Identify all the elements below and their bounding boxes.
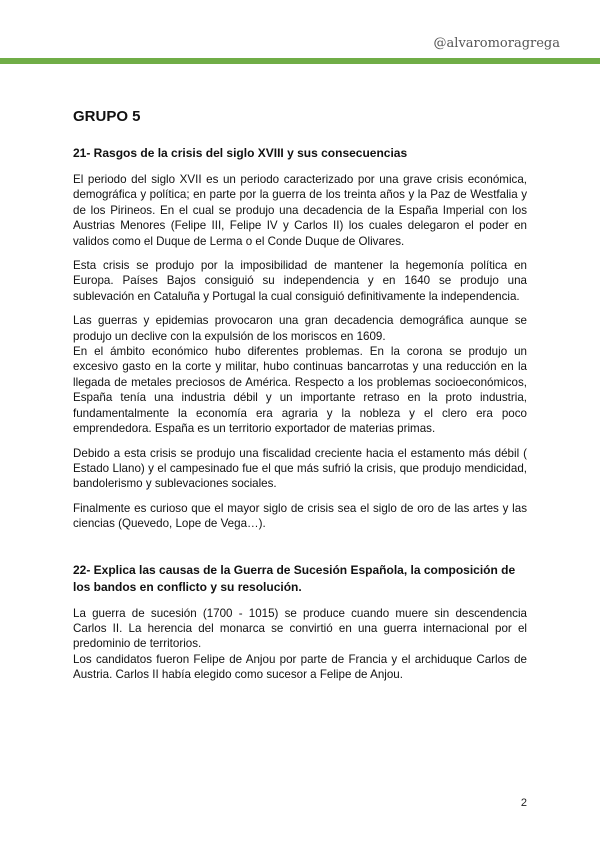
question-21-paragraph: Esta crisis se produjo por la imposibilidad de mantener la hegemonía política en Europa. Países Bajos consiguió su independencia y en 1640 se produjo una sublevación en Cataluña y Portugal la cual consiguió definitivamente la independencia. [73, 259, 527, 303]
header-handle: @alvaromoragrega [433, 36, 560, 51]
question-22-paragraph: Los candidatos fueron Felipe de Anjou por parte de Francia y el archiduque Carlos de Austria. Carlos II había elegido como sucesor a Felipe de Anjou. [73, 652, 527, 682]
question-21-paragraph: En el ámbito económico hubo diferentes problemas. En la corona se produjo un excesivo gasto en la corte y militar, hubo continuas bancarrotas y una reducción en la llegada de metales preciosos de América. Respecto a los problemas socioeconómicos, España tenía una industria débil y un importante retraso en la proto industria, fundamentalmente la economía era agraria y la nobleza y el clero era poco emprendedora. España es un territorio exportador de materias primas. [73, 345, 527, 436]
header-divider-bar [0, 58, 600, 64]
question-22-paragraph: La guerra de sucesión (1700 - 1015) se produce cuando muere sin descendencia Carlos II. La herencia del monarca se convirtió en una guerra internacional por el predominio de territorios. [73, 606, 527, 651]
question-21-paragraph: El periodo del siglo XVII es un periodo caracterizado por una grave crisis económica, demográfica y política; en parte por la guerra de los treinta años y la Paz de Westfalia y de los Pirineos. En el cual se produjo una decadencia de la España Imperial con los Austrias Menores (Felipe III, Felipe IV y Carlos II) los cuales delegaron el poder en validos como el Duque de Lerma o el Conde Duque de Olivares. [73, 173, 527, 248]
question-21-paragraph: Las guerras y epidemias provocaron una gran decadencia demográfica aunque se produjo un declive con la expulsión de los moriscos en 1609. [73, 314, 527, 343]
question-21-title: 21- Rasgos de la crisis del siglo XVIII y sus consecuencias [73, 146, 408, 160]
question-22-title: 22- Explica las causas de la Guerra de Sucesión Española, la composición de los bandos en conflicto y su resolución. [73, 562, 516, 594]
document-body [73, 108, 527, 692]
question-21-paragraph: Finalmente es curioso que el mayor siglo de crisis sea el siglo de oro de las artes y las ciencias (Quevedo, Lope de Vega…). [73, 501, 527, 531]
page-number: 2 [520, 797, 527, 809]
group-title: GRUPO 5 [73, 108, 141, 125]
question-21-paragraph: Debido a esta crisis se produjo una fiscalidad creciente hacia el estamento más débil ( Estado Llano) y el campesinado fue el que más sufrió la crisis, que produjo mendicidad, bandolerismo y sublevaciones sociales. [73, 446, 527, 491]
